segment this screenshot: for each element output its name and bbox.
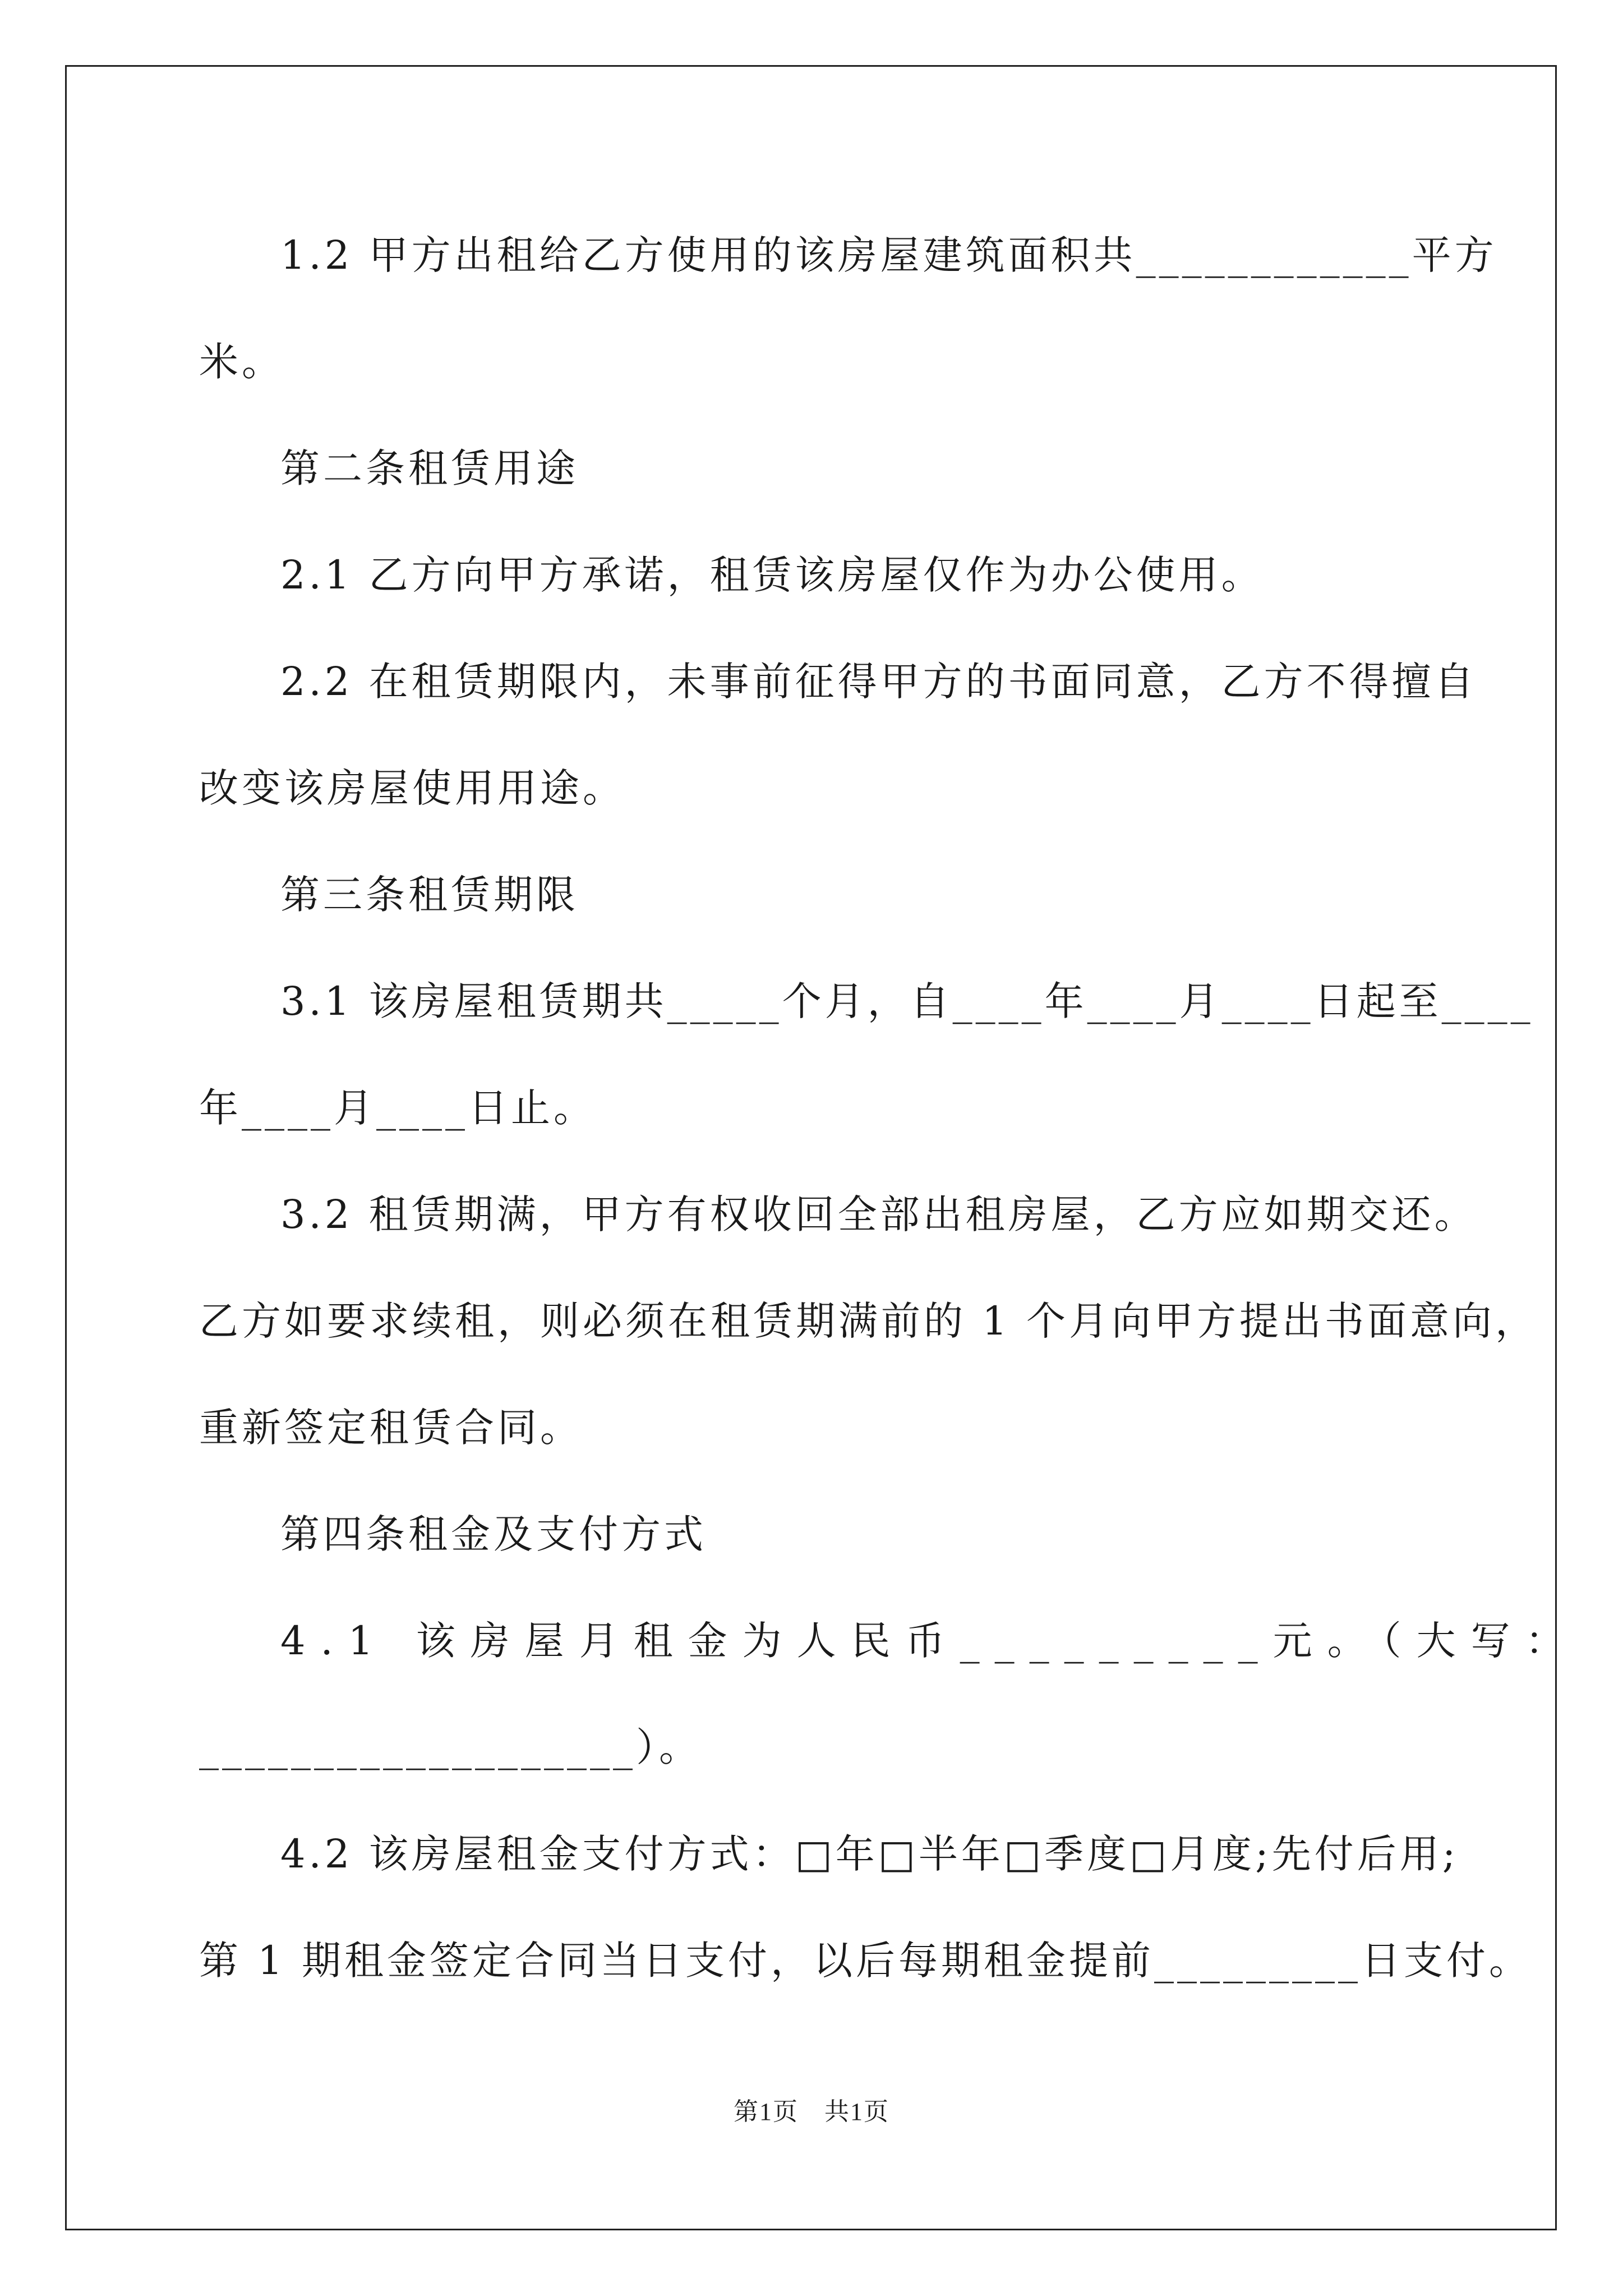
clause-1-2-line-1: 1.2 甲方出租给乙方使用的该房屋建筑面积共____________平方 [280,232,1497,278]
article-4-heading: 第四条租金及支付方式 [280,1511,707,1557]
clause-2-1: 2.1 乙方向甲方承诺，租赁该房屋仅作为办公使用。 [280,552,1264,598]
clause-2-2-line-1: 2.2 在租赁期限内，未事前征得甲方的书面同意，乙方不得擅自 [280,659,1477,705]
article-3-heading: 第三条租赁期限 [280,872,579,918]
clause-3-2-line-2: 乙方如要求续租，则必须在租赁期满前的 1 个月向甲方提出书面意向， [199,1298,1538,1344]
clause-3-1-line-2: 年____月____日止。 [199,1085,596,1131]
document-body [199,202,1580,2014]
clause-3-2-line-1: 3.2 租赁期满，甲方有权收回全部出租房屋，乙方应如期交还。 [280,1191,1477,1237]
clause-3-1-line-1: 3.1 该房屋租赁期共_____个月，自____年____月____日起至____ [280,978,1534,1024]
clause-4-2-line-1: 4.2 该房屋租金支付方式：□年□半年□季度□月度;先付后用; [280,1831,1459,1877]
clause-4-1-line-2: ___________________）。 [199,1724,702,1770]
article-2-heading: 第二条租赁用途 [280,445,579,491]
clause-4-2-line-2: 第 1 期租金签定合同当日支付，以后每期租金提前_________日支付。 [199,1938,1532,1984]
clause-4-1-line-1: 4.1 该房屋月租金为人民币_________元。（大写： [280,1618,1580,1664]
clause-1-2-line-2: 米。 [199,339,284,385]
clause-3-2-line-3: 重新签定租赁合同。 [199,1405,583,1451]
clause-2-2-line-2: 改变该房屋使用用途。 [199,765,625,811]
page-footer: 第1页 共1页 [734,2098,889,2125]
